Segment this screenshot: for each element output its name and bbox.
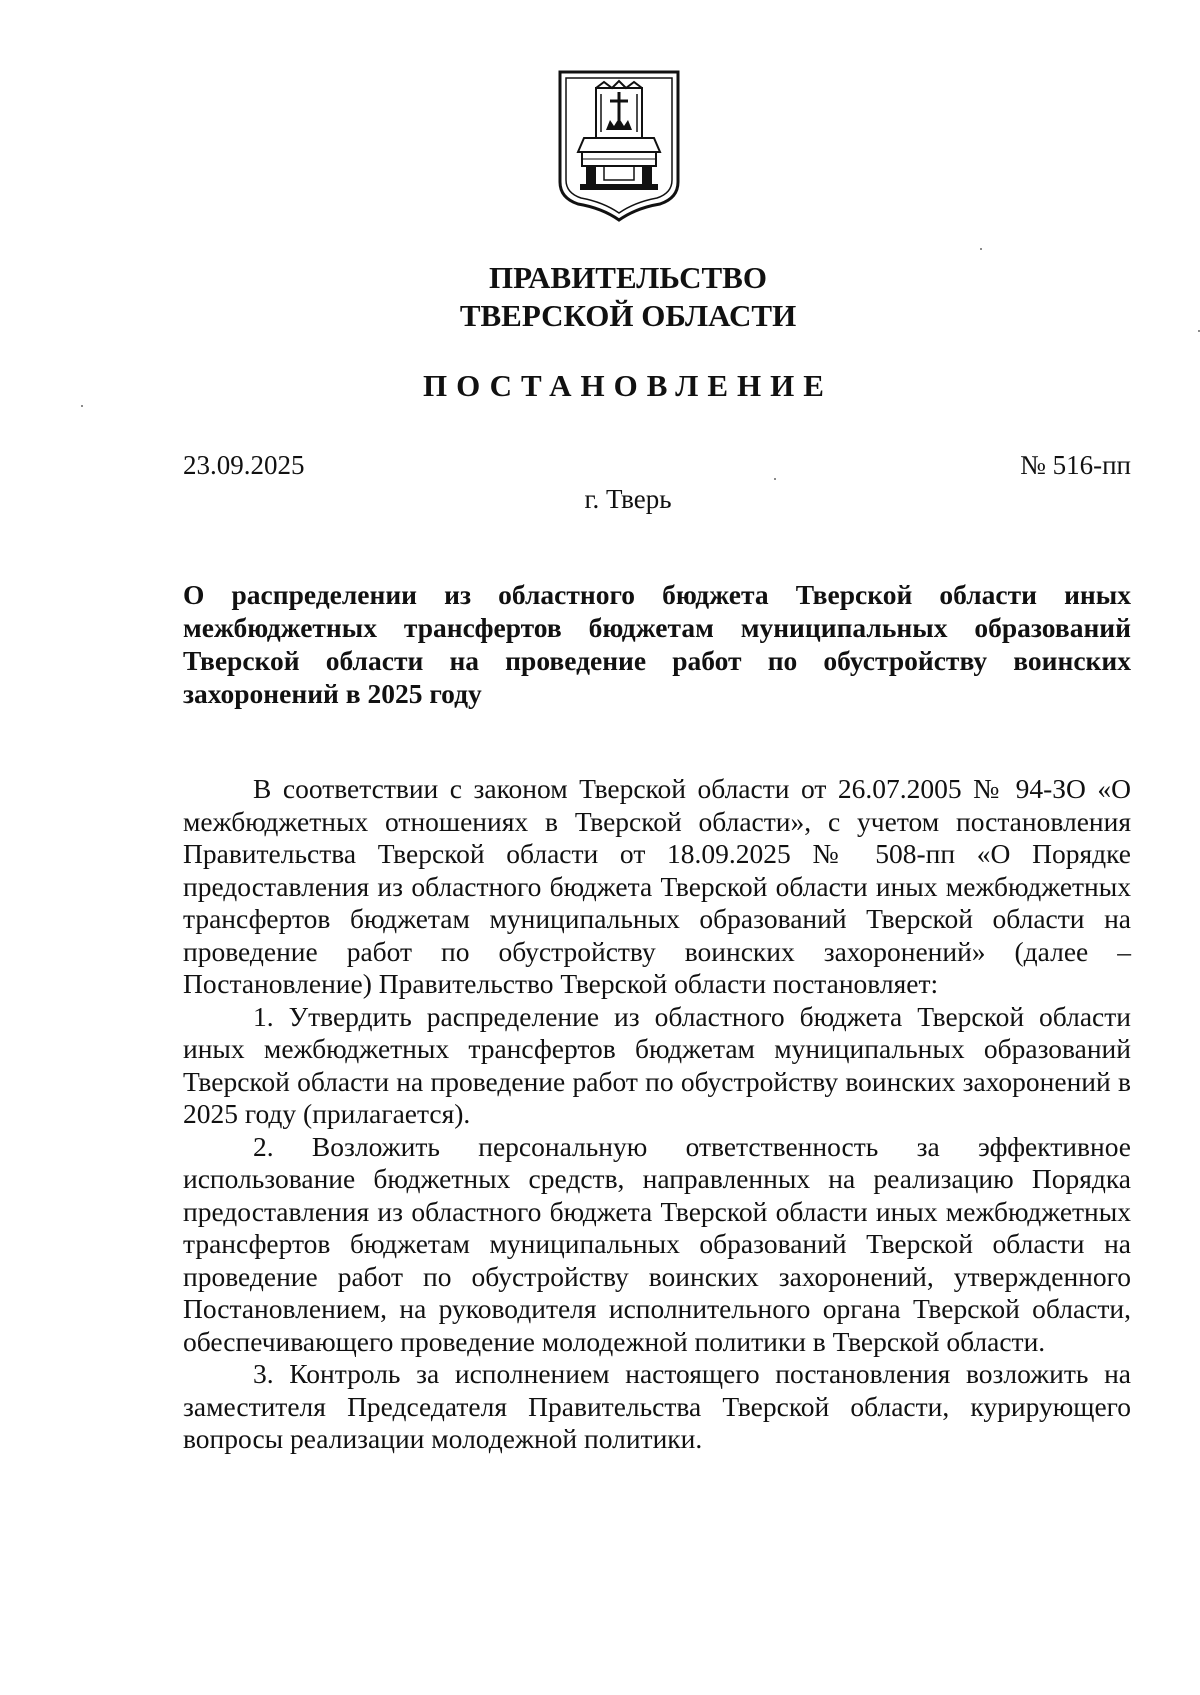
document-title: О распределении из областного бюджета Тверской области иных межбюджетных трансфертов бюджетам муниципальных образований Тверской области на проведение работ по обустройству воинских захоронений в 2025 году xyxy=(183,579,1131,709)
document-body xyxy=(183,773,1131,1456)
organization-name-line1: ПРАВИТЕЛЬСТВО xyxy=(489,260,767,295)
scan-speck xyxy=(980,248,982,250)
scan-speck xyxy=(774,478,776,480)
document-city: г. Тверь xyxy=(584,484,672,514)
document-number: № 516-пп xyxy=(1020,450,1131,480)
body-preamble: В соответствии с законом Тверской области от 26.07.2005 № 94-ЗО «О межбюджетных отношениях в Тверской области», с учетом постановления Правительства Тверской области от 18.09.2025 № 508-пп «О Порядке предоставления из областного бюджета Тверской области иных межбюджетных трансфертов бюджетам муниципальных образований Тверской области на проведение работ по обустройству воинских захоронений» (далее – Постановление) Правительство Тверской области постановляет: xyxy=(183,773,1131,999)
organization-name-line2: ТВЕРСКОЙ ОБЛАСТИ xyxy=(459,298,797,333)
body-item-2: 2. Возложить персональную ответственность за эффективное использование бюджетных средств, направленных на реализацию Порядка предоставления из областного бюджета Тверской области иных межбюджетных трансфертов бюджетам муниципальных образований Тверской области на проведение работ по обустройству воинских захоронений, утвержденного Постановлением, на руководителя исполнительного органа Тверской области, обеспечивающего проведение молодежной политики в Тверской области. xyxy=(183,1130,1131,1357)
body-item-1: 1. Утвердить распределение из областного бюджета Тверской области иных межбюджетных трансфертов бюджетам муниципальных образований Тверской области на проведение работ по обустройству воинских захоронений в 2025 году (прилагается). xyxy=(183,1000,1131,1129)
document-date: 23.09.2025 xyxy=(183,450,305,480)
document-type: ПОСТАНОВЛЕНИЕ xyxy=(423,368,833,403)
scan-speck xyxy=(81,405,83,407)
coat-of-arms-icon xyxy=(556,70,682,222)
body-item-3: 3. Контроль за исполнением настоящего постановления возложить на заместителя Председателя Правительства Тверской области, курирующего вопросы реализации молодежной политики. xyxy=(183,1358,1131,1454)
